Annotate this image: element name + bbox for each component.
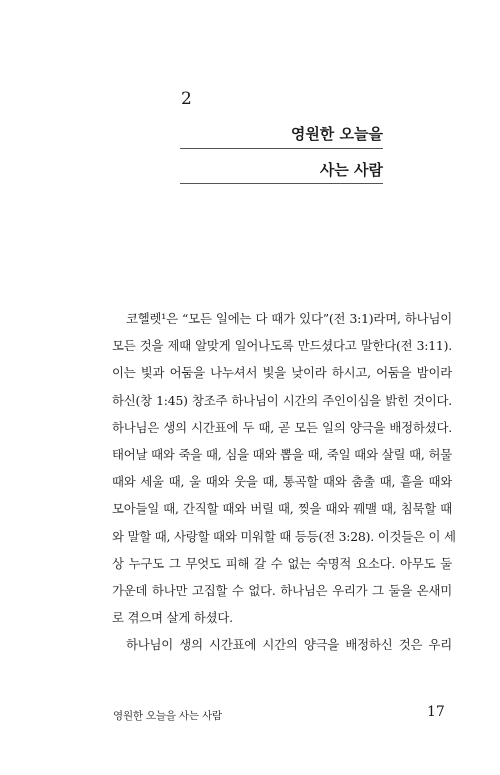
body-line: 코헬렛¹은 “모든 일에는 다 때가 있다”(전 3:1)라며, 하나님이 bbox=[126, 311, 452, 326]
body-text bbox=[112, 305, 456, 659]
chapter-title-line-1: 영원한 오늘을 bbox=[290, 125, 383, 143]
body-line: 이는 빛과 어둠을 나누셔서 빛을 낮이라 하시고, 어둠을 밤이라 bbox=[112, 365, 452, 381]
chapter-title-line-2: 사는 사람 bbox=[319, 161, 383, 179]
page-number: 17 bbox=[427, 704, 445, 720]
running-title: 영원한 오늘을 사는 사람 bbox=[113, 710, 222, 722]
body-line: 상 누구도 그 무엇도 피해 갈 수 없는 숙명적 요소다. 아무도 둘 bbox=[112, 555, 452, 571]
body-line: 하나님은 생의 시간표에 두 때, 곧 모든 일의 양극을 배정하셨다. bbox=[112, 419, 452, 435]
chapter-number: 2 bbox=[181, 89, 192, 109]
title-divider-2 bbox=[180, 183, 383, 184]
body-line: 모든 것을 제때 알맞게 일어나도록 만드셨다고 말한다(전 3:11). bbox=[112, 338, 452, 354]
body-line: 때와 세울 때, 울 때와 웃을 때, 통곡할 때와 춤출 때, 흩을 때와 bbox=[112, 474, 452, 490]
body-line: 모아들일 때, 간직할 때와 버릴 때, 찢을 때와 꿰맬 때, 침묵할 때 bbox=[112, 501, 452, 517]
body-line: 하나님이 생의 시간표에 시간의 양극을 배정하신 것은 우리 bbox=[126, 637, 452, 653]
body-line: 하신(창 1:45) 창조주 하나님이 시간의 주인이심을 밝힌 것이다. bbox=[112, 392, 452, 408]
body-line: 태어날 때와 죽을 때, 심을 때와 뽑을 때, 죽일 때와 살릴 때, 허물 bbox=[112, 447, 452, 463]
title-divider-1 bbox=[180, 148, 383, 149]
paragraph-2 bbox=[112, 631, 452, 658]
paragraph-1 bbox=[112, 305, 456, 631]
body-line: 가운데 하나만 고집할 수 없다. 하나님은 우리가 그 둘을 온새미 bbox=[112, 583, 452, 599]
body-line: 로 겪으며 살게 하셨다. bbox=[112, 610, 233, 626]
body-line: 와 말할 때, 사랑할 때와 미워할 때 등등(전 3:28). 이것들은 이 세 bbox=[112, 528, 456, 544]
